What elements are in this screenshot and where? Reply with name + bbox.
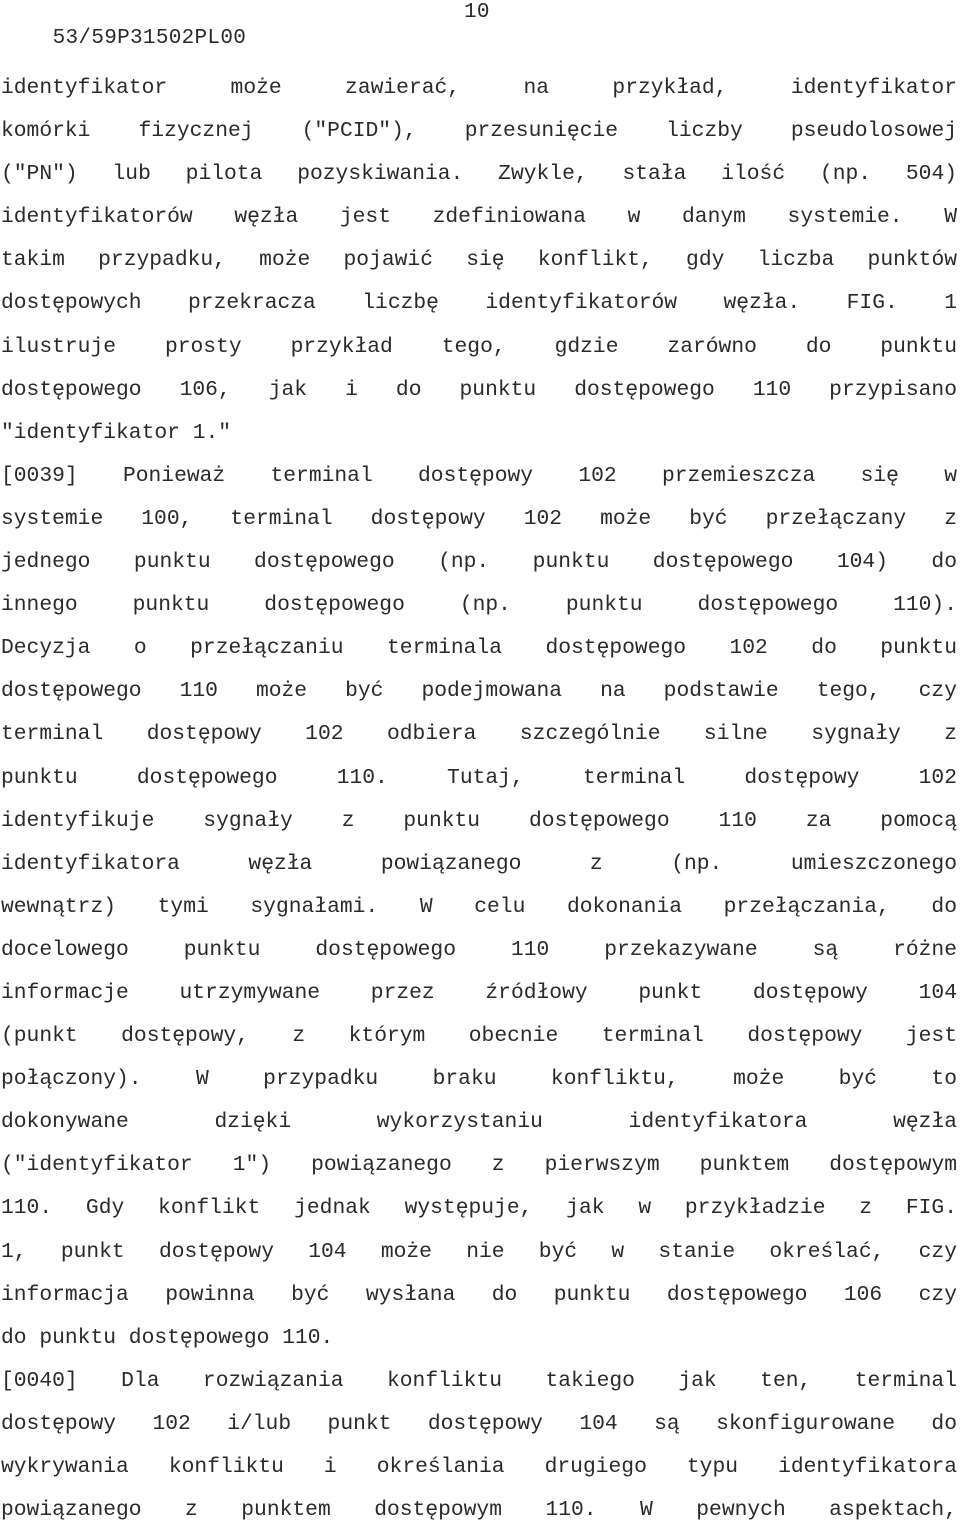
text-line: informacje utrzymywane przez źródłowy punkt dostępowy 104 bbox=[1, 980, 957, 1005]
text-line: ("identyfikator 1") powiązanego z pierwszym punktem dostępowym bbox=[1, 1153, 957, 1178]
text-line: takim przypadku, może pojawić się konflikt, gdy liczba punktów bbox=[1, 248, 957, 273]
document-body bbox=[1, 67, 957, 1532]
text-line: docelowego punktu dostępowego 110 przekazywane są różne bbox=[1, 937, 957, 962]
text-line: dostępowy 102 i/lub punkt dostępowy 104 są skonfigurowane do bbox=[1, 1411, 957, 1436]
text-line: Decyzja o przełączaniu terminala dostępowego 102 do punktu bbox=[1, 636, 957, 661]
text-line: systemie 100, terminal dostępowy 102 może być przełączany z bbox=[1, 506, 957, 531]
text-line: terminal dostępowy 102 odbiera szczególnie silne sygnały z bbox=[1, 722, 957, 747]
text-line: identyfikator może zawierać, na przykład, identyfikator bbox=[1, 76, 957, 100]
text-line: punktu dostępowego 110. Tutaj, terminal dostępowy 102 bbox=[1, 765, 957, 790]
document-id: 53/59P31502PL00 bbox=[52, 27, 247, 50]
text-line: do punktu dostępowego 110. bbox=[1, 1325, 334, 1350]
text-line: dostępowego 106, jak i do punktu dostępowego 110 przypisano bbox=[1, 377, 957, 402]
text-line: powiązanego z punktem dostępowym 110. W pewnych aspektach, bbox=[1, 1498, 957, 1523]
text-line: dostępowego 110 może być podejmowana na podstawie tego, czy bbox=[1, 679, 957, 704]
text-line: 1, punkt dostępowy 104 może nie być w stanie określać, czy bbox=[1, 1239, 957, 1264]
text-line: [0040] Dla rozwiązania konfliktu takiego jak ten, terminal bbox=[1, 1368, 957, 1393]
page-number: 10 bbox=[464, 1, 490, 24]
text-line: 110. Gdy konflikt jednak występuje, jak w przykładzie z FIG. bbox=[1, 1196, 957, 1221]
text-line: "identyfikator 1." bbox=[1, 420, 232, 445]
text-line: wykrywania konfliktu i określania drugiego typu identyfikatora bbox=[1, 1455, 957, 1479]
page-header bbox=[1, 0, 490, 50]
text-line: identyfikuje sygnały z punktu dostępowego 110 za pomocą bbox=[1, 808, 957, 833]
text-line: wewnątrz) tymi sygnałami. W celu dokonania przełączania, do bbox=[1, 894, 957, 919]
text-line: (punkt dostępowy, z którym obecnie terminal dostępowy jest bbox=[1, 1024, 957, 1049]
text-line: dostępowych przekracza liczbę identyfikatorów węzła. FIG. 1 bbox=[1, 291, 957, 316]
text-line: ilustruje prosty przykład tego, gdzie zarówno do punktu bbox=[1, 334, 957, 359]
text-line: identyfikatorów węzła jest zdefiniowana w danym systemie. W bbox=[1, 205, 957, 230]
text-line: informacja powinna być wysłana do punktu dostępowego 106 czy bbox=[1, 1282, 957, 1307]
text-line: jednego punktu dostępowego (np. punktu dostępowego 104) do bbox=[1, 550, 957, 575]
text-line: połączony). W przypadku braku konfliktu, może być to bbox=[1, 1067, 957, 1092]
text-line: identyfikatora węzła powiązanego z (np. umieszczonego bbox=[1, 851, 957, 876]
text-line: innego punktu dostępowego (np. punktu dostępowego 110). bbox=[1, 593, 957, 618]
text-line: dokonywane dzięki wykorzystaniu identyfikatora węzła bbox=[1, 1110, 957, 1135]
text-line: [0039] Ponieważ terminal dostępowy 102 przemieszcza się w bbox=[1, 463, 957, 488]
text-line: ("PN") lub pilota pozyskiwania. Zwykle, stała ilość (np. 504) bbox=[1, 162, 957, 187]
text-line: komórki fizycznej ("PCID"), przesunięcie liczby pseudolosowej bbox=[1, 119, 957, 144]
